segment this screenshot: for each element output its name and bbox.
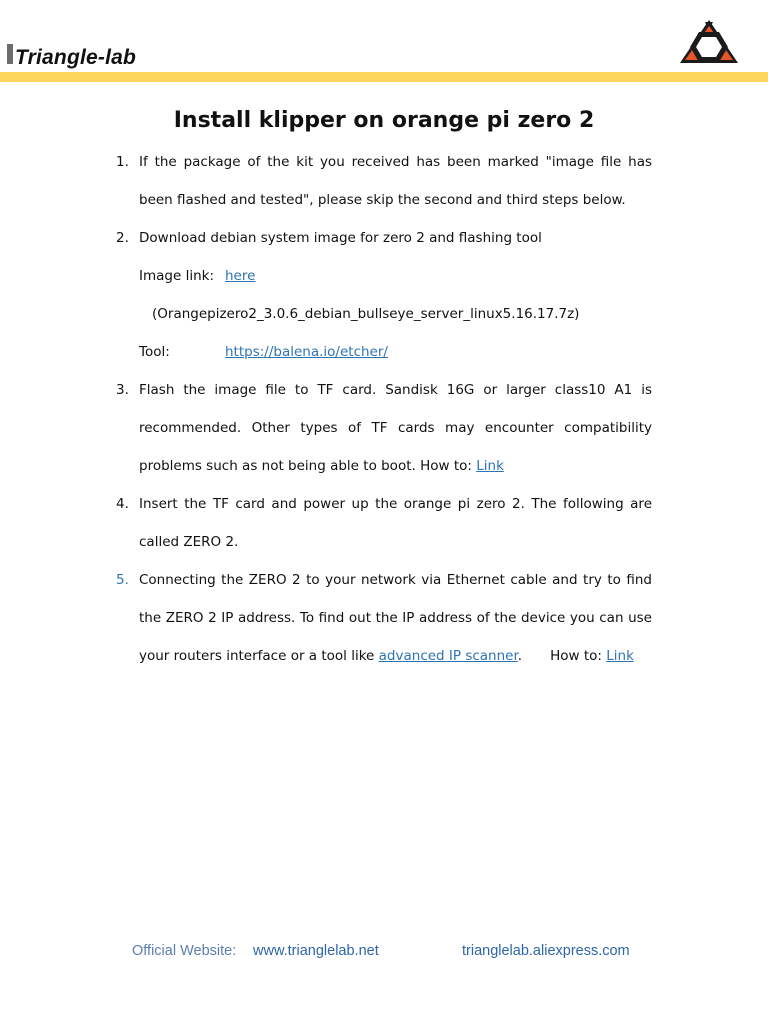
step-text-container — [139, 371, 652, 485]
instruction-list — [116, 143, 652, 675]
step-number: 2. — [116, 230, 129, 246]
step-number: 4. — [116, 496, 129, 512]
list-item — [116, 371, 652, 485]
list-item — [116, 143, 652, 219]
header-divider — [0, 72, 768, 82]
step-text: Flash the image file to TF card. Sandisk 16G or larger class10 A1 is recommended. Other types of TF cards may encounter compatibility problems such as not being able to boot. How to: — [139, 382, 652, 474]
website-link[interactable]: www.trianglelab.net — [253, 943, 379, 959]
how-to-link[interactable]: Link — [476, 458, 504, 474]
list-item — [116, 561, 652, 675]
how-to-label: How to: — [550, 648, 602, 664]
image-link-row — [139, 257, 652, 295]
sentence-period: . — [517, 648, 523, 664]
list-item — [116, 485, 652, 561]
step-number: 1. — [116, 154, 129, 170]
step-text: If the package of the kit you received has been marked "image file has been flashed and tested", please skip the second and third steps below. — [139, 154, 652, 208]
tool-label: Tool: — [139, 344, 170, 360]
page-title: Install klipper on orange pi zero 2 — [173, 108, 595, 133]
how-to-link[interactable]: Link — [606, 648, 634, 664]
tool-row — [139, 333, 652, 371]
etcher-link[interactable]: https://balena.io/etcher/ — [225, 344, 388, 360]
footer-label: Official Website: — [132, 943, 237, 959]
ip-scanner-link[interactable]: advanced IP scanner — [378, 648, 518, 664]
brand-name: Triangle-lab — [15, 46, 137, 69]
image-download-link[interactable]: here — [225, 268, 256, 284]
step-text: Download debian system image for zero 2 and flashing tool — [139, 230, 542, 246]
step-number: 3. — [116, 382, 129, 398]
store-link[interactable]: trianglelab.aliexpress.com — [462, 943, 630, 959]
step-number: 5. — [116, 572, 129, 588]
image-file-name: (Orangepizero2_3.0.6_debian_bullseye_server_linux5.16.17.7z) — [152, 306, 580, 322]
step-text: Insert the TF card and power up the orange pi zero 2. The following are called ZERO 2. — [139, 496, 652, 550]
header-accent-bar — [7, 44, 13, 64]
step-text: Connecting the ZERO 2 to your network via Ethernet cable and try to find the ZERO 2 IP address. To find out the IP address of the device you can use your routers interface or a tool like — [139, 572, 652, 664]
list-item — [116, 219, 652, 371]
image-link-label: Image link: — [139, 268, 214, 284]
step-text-container — [139, 561, 652, 675]
triangle-hexagon-logo-icon — [678, 18, 740, 66]
